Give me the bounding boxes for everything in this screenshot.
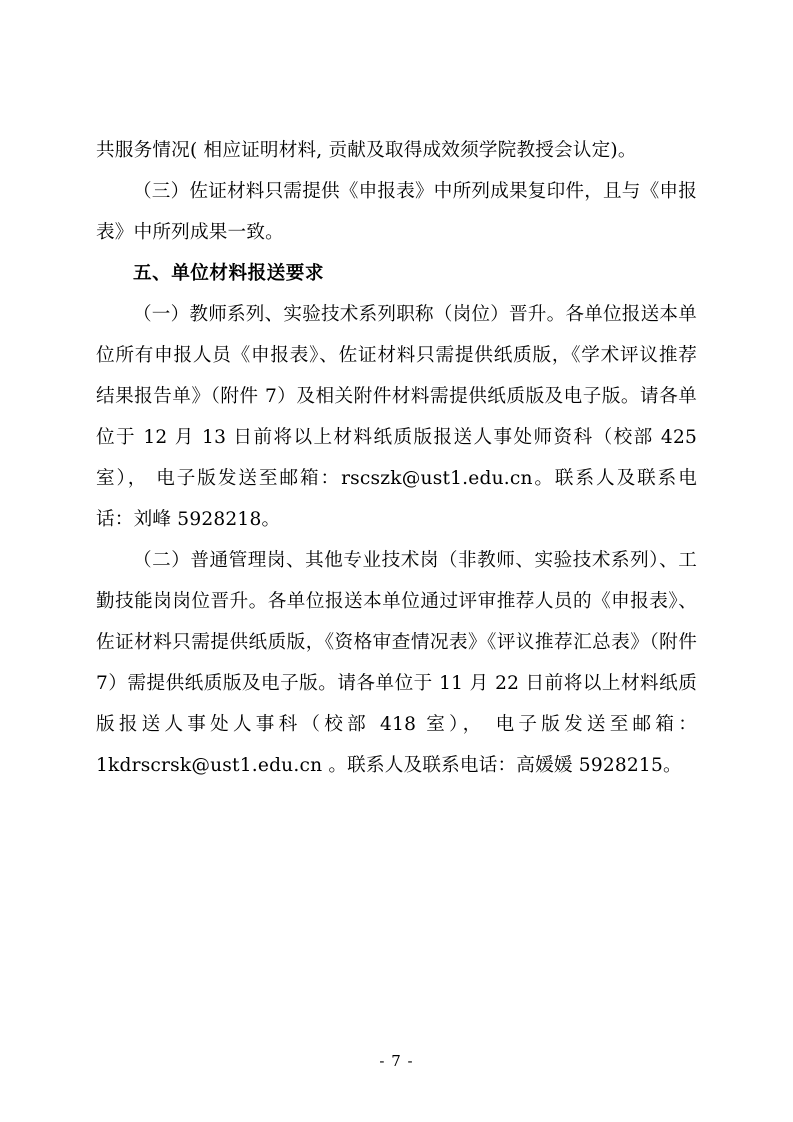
paragraph-item-two: （二）普通管理岗、其他专业技术岗（非教师、实验技术系列）、工勤技能岗岗位晋升。各单位报送本单位通过评审推荐人员的《申报表》、佐证材料只需提供纸质版，《资格审查情况表》《评议推荐汇总表》（附件 7）需提供纸质版及电子版。请各单位于 11 月 22 日前将以上材料纸质版报送人事处人事科（校部 418 室）， 电子版发送至邮箱：1kdrscrsk@ust1.edu.cn 。联系人及联系电话：高媛媛 5928215。 xyxy=(96,550,697,776)
paragraph-item-three: （三）佐证材料只需提供《申报表》中所列成果复印件，且与《申报表》中所列成果一致。 xyxy=(96,181,697,243)
paragraph-continued-public-service: 共服务情况( 相应证明材料, 贡献及取得成效须学院教授会认定)。 xyxy=(96,140,637,161)
page-number-footer: - 7 - xyxy=(379,1052,414,1070)
paragraph-item-one: （一）教师系列、实验技术系列职称（岗位）晋升。各单位报送本单位所有申报人员《申报表》、佐证材料只需提供纸质版，《学术评议推荐结果报告单》（附件 7）及相关附件材料需提供纸质版及电子版。请各单位于 12 月 13 日前将以上材料纸质版报送人事处师资科（校部 425 室）， 电子版发送至邮箱：rscszk@ust1.edu.cn。联系人及联系电话：刘峰 5928218。 xyxy=(96,304,697,530)
document-body xyxy=(96,130,697,786)
section-heading-five: 五、单位材料报送要求 xyxy=(133,263,324,284)
